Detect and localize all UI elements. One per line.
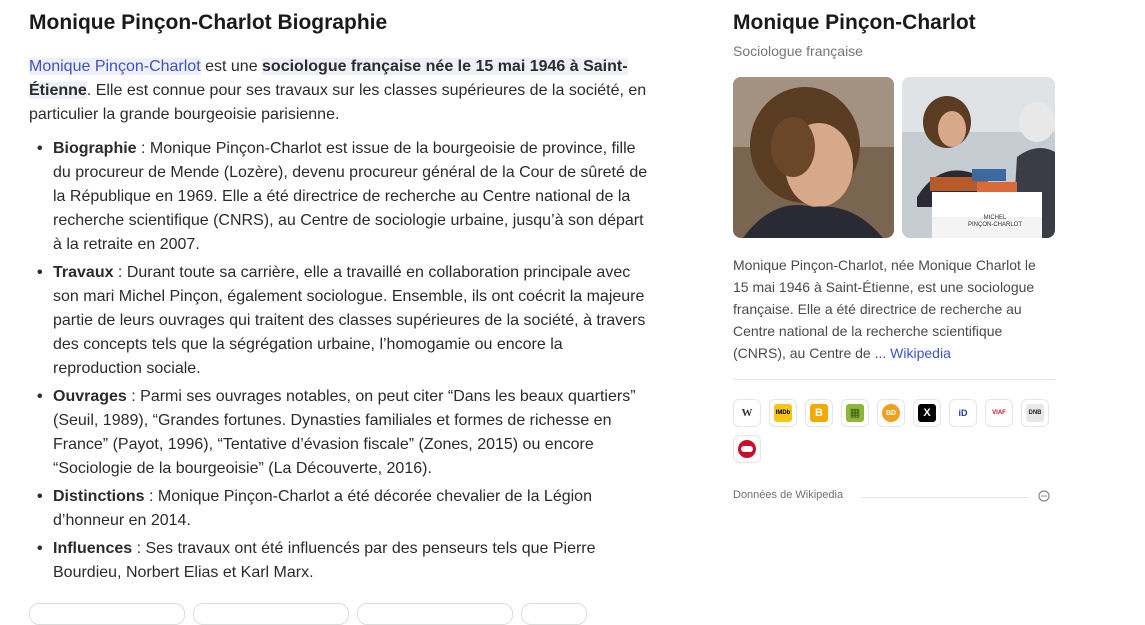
main-article [29, 9, 654, 589]
book-author-text: PINÇON-CHARLOT [967, 222, 1022, 228]
highlighted-fact: sociologue française née le 15 mai 1946 à Saint-Étienne [29, 58, 628, 99]
list-item: • Influences : Ses travaux ont été influencés par des penseurs tels que Pierre Bourdieu, Norbert Elias et Karl Marx. [53, 537, 654, 585]
wikipedia-icon[interactable]: W [733, 399, 761, 427]
wikipedia-link[interactable]: Wikipedia [890, 345, 951, 361]
panel-subtitle: Sociologue française [733, 43, 863, 59]
red-database-icon[interactable] [733, 435, 761, 463]
list-item: • Ouvrages : Parmi ses ouvrages notables, on peut citer “Dans les beaux quartiers” (Seuil, 1989), “Grandes fortunes. Dynasties familiales et formes de richesse en France” (Payot, 1996), “Tentative d’évasion fiscale” (Zones, 2015) ou encore “Sociologie de la bourgeoisie” (La Découverte, 2016). [53, 385, 654, 481]
intro-paragraph: Monique Pinçon-Charlot est une sociologue française née le 15 mai 1946 à Saint-Étienne. Elle est connue pour ses travaux sur les classes supérieures de la société, en particulier la grande bourgeoisie parisienne. [29, 58, 647, 123]
list-item: • Travaux : Durant toute sa carrière, elle a travaillé en collaboration principale avec son mari Michel Pinçon, également sociologue. Ensemble, ils ont coécrit la majeure partie de leurs ouvrages qui traitent des classes supérieures de la société, à travers des concepts tels que la ségrégation urbaine, l’homogamie ou encore la reproduction sociale. [53, 261, 654, 381]
imdb-icon[interactable]: IMDb [769, 399, 797, 427]
dnb-icon[interactable]: DNB [1021, 399, 1049, 427]
babelio-icon[interactable]: B [805, 399, 833, 427]
divider [733, 379, 1055, 380]
source-attribution: Données de Wikipedia [733, 489, 1055, 505]
related-chip[interactable] [29, 603, 185, 625]
subject-link[interactable]: Monique Pinçon-Charlot [29, 58, 201, 75]
x-icon[interactable]: X [913, 399, 941, 427]
knowledge-panel [733, 9, 1055, 501]
panel-title: Monique Pinçon-Charlot [733, 11, 976, 34]
related-chip[interactable] [357, 603, 513, 625]
book-signing-photo[interactable] [902, 77, 1055, 238]
bio-list [29, 137, 654, 585]
bd-icon[interactable]: BD [877, 399, 905, 427]
list-item: • Biographie : Monique Pinçon-Charlot est issue de la bourgeoisie de province, fille du procureur de Mende (Lozère), devenu procureur général de la Cour de sûreté de la République en 1969. Elle a été directrice de recherche au Centre national de la recherche scientifique (CNRS), au Centre de sociologie urbaine, jusqu’à son départ à la retraite en 2007. [53, 137, 654, 257]
book-author-text: MICHEL [983, 215, 1007, 221]
feedback-icon[interactable] [1037, 489, 1051, 503]
portrait-photo[interactable] [733, 77, 894, 238]
related-chip[interactable] [193, 603, 349, 625]
green-grid-icon[interactable]: ▦ [841, 399, 869, 427]
photo-gallery [733, 77, 1055, 238]
panel-description: Monique Pinçon-Charlot, née Monique Charlot le 15 mai 1946 à Saint-Étienne, est une sociologue française. Elle a été directrice de recherche au Centre national de la recherche scientifique (CNRS), au Centre de ... Wikipedia [733, 257, 1036, 361]
idref-icon[interactable]: iD [949, 399, 977, 427]
list-item: • Distinctions : Monique Pinçon-Charlot a été décorée chevalier de la Légion d’honneur en 2014. [53, 485, 654, 533]
related-chip[interactable] [521, 603, 587, 625]
page-title: Monique Pinçon-Charlot Biographie [29, 11, 388, 34]
viaf-icon[interactable]: VIAF [985, 399, 1013, 427]
